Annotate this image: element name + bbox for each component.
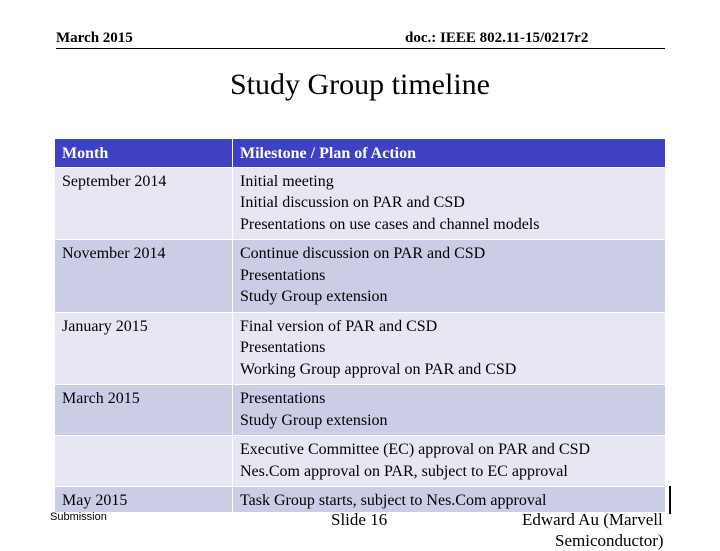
milestone-line: Continue discussion on PAR and CSD xyxy=(240,245,486,262)
cell-month: September 2014 xyxy=(55,167,233,240)
milestone-line: Study Group extension xyxy=(240,288,388,305)
table-row xyxy=(55,167,666,240)
table-row xyxy=(55,436,666,487)
header-date: March 2015 xyxy=(56,30,133,46)
header-doc-id: doc.: IEEE 802.11-15/0217r2 xyxy=(405,30,589,46)
milestone-line: Study Group extension xyxy=(240,411,388,429)
cell-month: March 2015 xyxy=(55,385,233,436)
header-divider xyxy=(56,48,665,49)
milestone-line: Nes.Com approval on PAR, subject to EC approval xyxy=(240,462,568,480)
footer-author-affiliation: Semiconductor) xyxy=(555,531,664,550)
header-month: Month xyxy=(55,139,233,168)
milestone-line: Task Group starts, subject to Nes.Com approval xyxy=(240,492,547,509)
footer-author: Edward Au (Marvell xyxy=(522,510,663,529)
footer-submission: Submission xyxy=(50,511,107,523)
cell-milestone xyxy=(233,312,666,385)
slide-title: Study Group timeline xyxy=(230,68,490,101)
table-row xyxy=(55,312,666,385)
milestone-line: Presentations xyxy=(240,266,326,284)
milestone-line: Presentations xyxy=(240,339,326,356)
timeline-table xyxy=(54,138,666,517)
milestone-line: Presentations xyxy=(240,390,326,407)
milestone-line: Initial discussion on PAR and CSD xyxy=(240,194,465,211)
cell-month: November 2014 xyxy=(55,240,233,313)
cell-month xyxy=(55,436,233,487)
cell-milestone xyxy=(233,436,666,487)
milestone-line: Final version of PAR and CSD xyxy=(240,317,438,335)
footer-slide-number: Slide 16 xyxy=(331,510,388,529)
cell-milestone xyxy=(233,167,666,240)
table-header-row xyxy=(55,139,666,168)
milestone-line: Initial meeting xyxy=(240,172,334,190)
edge-marker xyxy=(669,486,671,514)
table-row xyxy=(55,240,666,313)
header-milestone: Milestone / Plan of Action xyxy=(233,139,666,168)
cell-month: May 2015 xyxy=(55,487,233,517)
milestone-line: Executive Committee (EC) approval on PAR and CSD xyxy=(240,441,591,458)
table-row xyxy=(55,385,666,436)
milestone-line: Working Group approval on PAR and CSD xyxy=(240,360,517,378)
milestone-line: Presentations on use cases and channel models xyxy=(240,215,540,233)
cell-milestone xyxy=(233,240,666,313)
cell-month: January 2015 xyxy=(55,312,233,385)
cell-milestone xyxy=(233,385,666,436)
